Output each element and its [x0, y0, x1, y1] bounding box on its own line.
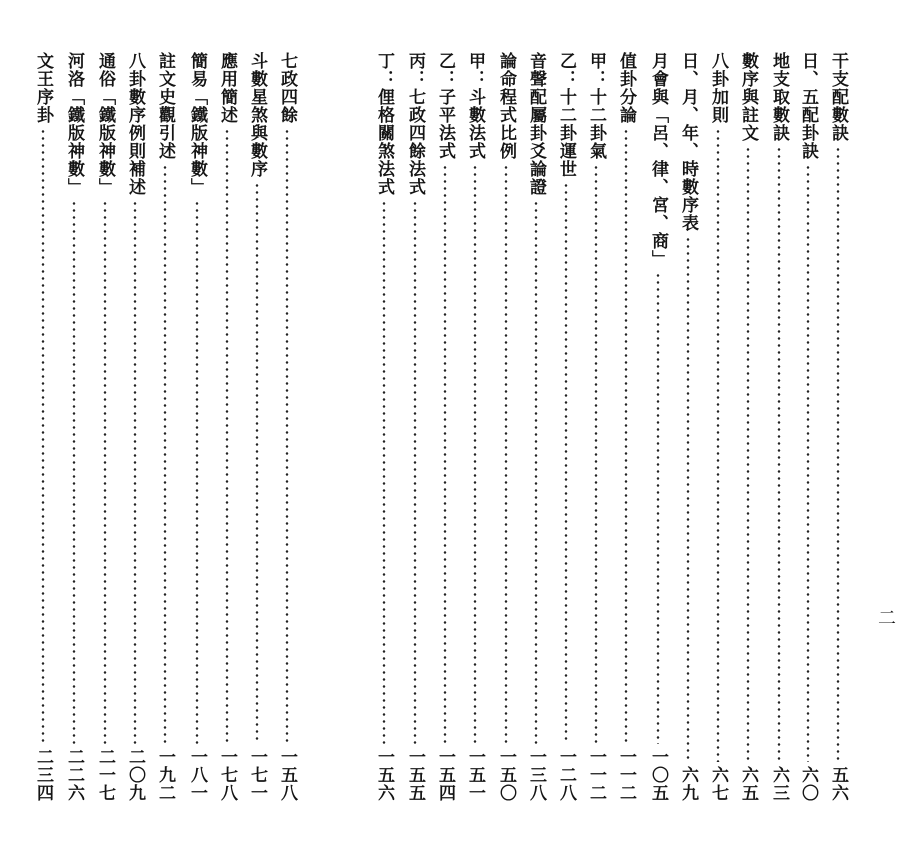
toc-entry-title: 音聲配屬卦爻論證 — [526, 52, 546, 196]
toc-entry-title: 乙：十二卦運世 — [556, 52, 576, 178]
toc-entry-page: 一八一 — [187, 748, 207, 802]
toc-entry-page: 六五 — [738, 766, 758, 802]
toc-entry-page: 一九二 — [155, 748, 175, 802]
toc-entry-title: 月會與「呂、律、宮、商」 — [648, 52, 668, 268]
toc-entry-page: 一三八 — [526, 748, 546, 802]
toc-entry-title: 河洛「鐵版神數」 — [64, 52, 84, 196]
page-number: 二 — [875, 608, 896, 626]
dot-leader — [382, 200, 386, 744]
toc-entry — [372, 52, 396, 802]
dot-leader — [594, 164, 598, 744]
dot-leader — [746, 146, 750, 762]
dot-leader — [133, 200, 137, 744]
dot-leader — [473, 164, 477, 744]
toc-entry-page: 一五四 — [435, 748, 455, 802]
toc-entry — [433, 52, 457, 802]
toc-entry-title: 文王序卦 — [33, 52, 53, 124]
toc-entry-page: 六〇 — [798, 766, 818, 802]
toc-entry — [463, 52, 487, 802]
toc-entry-title: 應用簡述 — [217, 52, 237, 124]
toc-entry — [826, 52, 850, 802]
toc-entry-page: 一七八 — [217, 748, 237, 802]
toc-entry-page: 二一七 — [95, 748, 115, 802]
toc-entry — [646, 52, 670, 802]
toc-entry — [275, 52, 299, 802]
toc-entry-page: 六三 — [769, 766, 789, 802]
toc-entry-title: 甲：十二卦氣 — [586, 52, 606, 160]
toc-entry-page: 六九 — [678, 766, 698, 802]
dot-leader — [656, 272, 660, 744]
dot-leader — [777, 146, 781, 762]
dot-leader — [564, 182, 568, 744]
toc-entry — [93, 52, 117, 802]
toc-entry-title: 丁：俚格關煞法式 — [374, 52, 394, 196]
toc-entry-title: 地支取數訣 — [769, 52, 789, 142]
toc-entry — [524, 52, 548, 802]
toc-entry-page: 一五一 — [465, 748, 485, 802]
toc-entry — [62, 52, 86, 802]
dot-leader — [41, 128, 45, 744]
toc-entry-title: 斗數星煞與數序 — [247, 52, 267, 178]
dot-leader — [195, 200, 199, 744]
toc-entry — [153, 52, 177, 802]
toc-entry-title: 七政四餘 — [277, 52, 297, 124]
dot-leader — [686, 236, 690, 762]
toc-entry-title: 八卦數序例則補述 — [125, 52, 145, 196]
dot-leader — [72, 200, 76, 744]
toc-entry-page: 一〇五 — [648, 748, 668, 802]
toc-entry-page: 一五八 — [277, 748, 297, 802]
toc-entry — [584, 52, 608, 802]
dot-leader — [225, 128, 229, 744]
toc-entry-title: 丙：七政四餘法式 — [405, 52, 425, 196]
toc-entry-title: 論命程式比例 — [496, 52, 516, 160]
toc-entry — [215, 52, 239, 802]
dot-leader — [413, 200, 417, 744]
toc-entry-title: 通俗「鐵版神數」 — [95, 52, 115, 196]
toc-entry-page: 一一二 — [586, 748, 606, 802]
toc-entry — [554, 52, 578, 802]
toc-entry — [767, 52, 791, 802]
toc-entry-title: 甲：斗數法式 — [465, 52, 485, 160]
dot-leader — [255, 182, 259, 744]
dot-leader — [443, 164, 447, 744]
dot-leader — [103, 200, 107, 744]
toc-entry — [245, 52, 269, 802]
toc-entry — [123, 52, 147, 802]
toc-entry-page: 五六 — [828, 766, 848, 802]
toc-entry-page: 一五〇 — [496, 748, 516, 802]
dot-leader — [534, 200, 538, 744]
toc-entry-title: 八卦加則 — [708, 52, 728, 124]
toc-entry-title: 干支配數訣 — [828, 52, 848, 142]
toc-entry-title: 值卦分論 — [616, 52, 636, 124]
toc-entry — [403, 52, 427, 802]
dot-leader — [716, 128, 720, 762]
toc-entry — [185, 52, 209, 802]
toc-entry — [31, 52, 55, 802]
toc-entry-page: 一五六 — [374, 748, 394, 802]
toc-entry-page: 六七 — [708, 766, 728, 802]
toc-entry — [676, 52, 700, 802]
dot-leader — [285, 128, 289, 744]
toc-entry-page: 二〇九 — [125, 748, 145, 802]
dot-leader — [504, 164, 508, 744]
toc-entry-page: 二二六 — [64, 748, 84, 802]
toc-entry-page: 一五五 — [405, 748, 425, 802]
dot-leader — [806, 164, 810, 762]
dot-leader — [163, 164, 167, 744]
toc-entry-title: 日、五配卦訣 — [798, 52, 818, 160]
toc-entry-title: 簡易「鐵版神數」 — [187, 52, 207, 196]
toc-entry — [614, 52, 638, 802]
toc-entry-title: 數序與註文 — [738, 52, 758, 142]
toc-entry — [494, 52, 518, 802]
toc-entry — [736, 52, 760, 802]
toc-entry-page: 二三四 — [33, 748, 53, 802]
toc-entry-page: 一二八 — [556, 748, 576, 802]
toc-entry-page: 一一二 — [616, 748, 636, 802]
toc-entry-page: 一七一 — [247, 748, 267, 802]
dot-leader — [836, 146, 840, 762]
toc-entry-title: 日、月、年、時數序表 — [678, 52, 698, 232]
toc-entry — [706, 52, 730, 802]
dot-leader — [624, 128, 628, 744]
toc-entry — [796, 52, 820, 802]
toc-entry-title: 乙：子平法式 — [435, 52, 455, 160]
toc-entry-title: 註文史觀引述 — [155, 52, 175, 160]
